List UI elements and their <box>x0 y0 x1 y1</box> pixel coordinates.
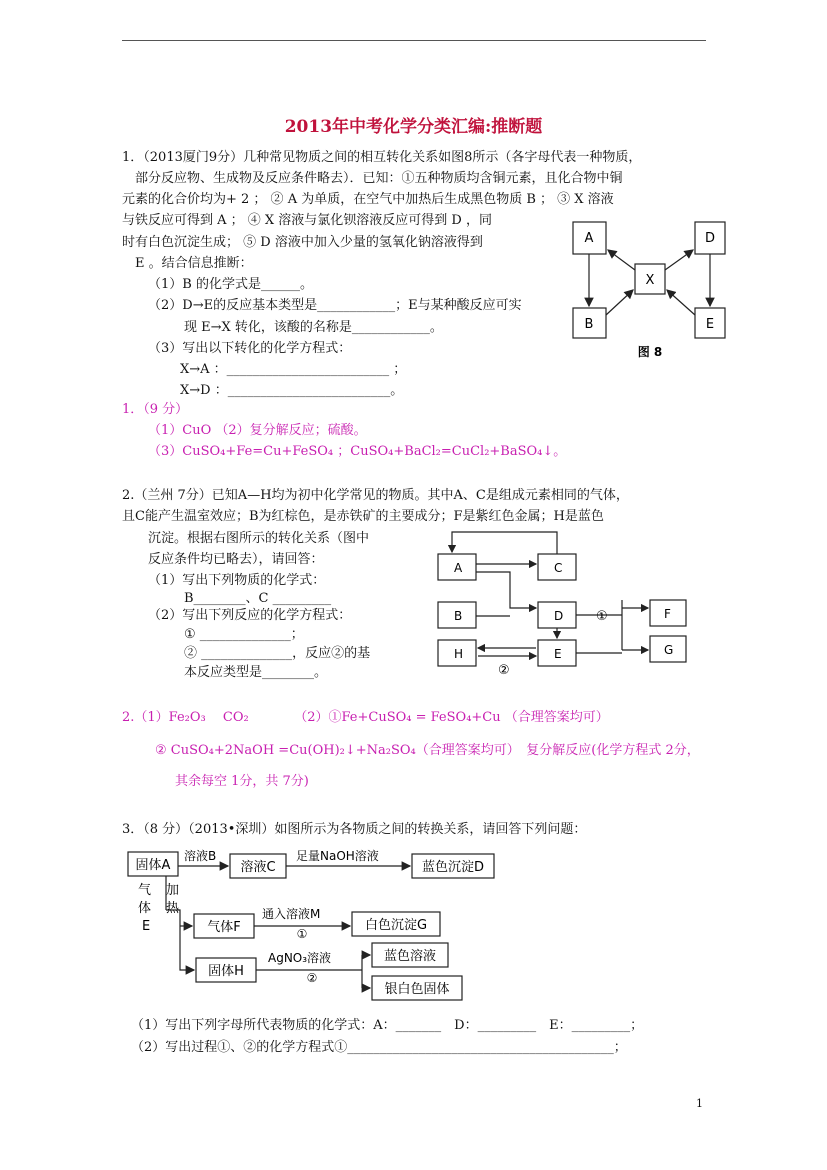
q3-edge-solution-m: 通入溶液M <box>262 907 321 921</box>
q2-label-h: H <box>454 647 464 661</box>
q3-edge-agno3: AgNO₃溶液 <box>268 951 332 965</box>
q1-answer: （1）CuO （2）复分解反应；硫酸。 <box>148 423 367 438</box>
q1-line: X→D ：_________________________。 <box>180 383 404 398</box>
q2-diagram <box>432 528 702 678</box>
q3-diagram <box>124 842 504 1004</box>
q3-line: 3．（8 分）（2013•深圳）如图所示为各物质之间的转换关系，请回答下列问题： <box>122 822 587 837</box>
q3-edge-gas-2: 体 <box>138 901 152 916</box>
q3-edge-2: ② <box>306 971 318 985</box>
q2-line: 本反应类型是________。 <box>184 665 328 680</box>
q2-arrow-a-d <box>476 572 536 608</box>
q2-line: 沉淀。根据右图所示的转化关系（图中 <box>148 531 370 546</box>
q1-diagram <box>568 220 728 365</box>
q1-answer: 1．（9 分） <box>122 402 189 417</box>
q2-label-f: F <box>664 607 671 621</box>
q2-line: B________、C _________ <box>184 591 332 606</box>
q1-label-b: B <box>584 317 594 332</box>
q1-line: 元素的化合价均为+ 2 ； ② A 为单质，在空气中加热后生成黑色物质 B ； ③ X 溶液 <box>122 192 614 207</box>
q1-answer: （3）CuSO₄+Fe=Cu+FeSO₄ ；CuSO₄+BaCl₂=CuCl₂+BaSO₄↓。 <box>148 444 567 459</box>
q2-arrow-c-a <box>452 532 557 554</box>
q2-label-c: C <box>554 561 563 575</box>
q3-question: （1）写出下列字母所代表物质的化学式：A：_______ D：_________ E：_________； <box>131 1018 644 1033</box>
q2-label-d: D <box>554 609 564 623</box>
q1-line: X→A ：_________________________ ； <box>180 362 407 377</box>
q3-edge-gas-1: 气 <box>138 883 152 898</box>
q3-edge-1: ① <box>296 927 308 941</box>
q3-edge-gas-e: E <box>142 919 151 934</box>
q3-label-silver-solid: 银白色固体 <box>384 982 450 997</box>
q3-edge-solution-b: 溶液B <box>184 849 217 863</box>
q1-line: 现 E→X 转化，该酸的名称是____________。 <box>184 320 443 335</box>
q2-answer: ② CuSO₄+2NaOH =Cu(OH)₂↓+Na₂SO₄（合理答案均可） 复分解反应(化学方程式 2分， <box>155 743 700 758</box>
q3-label-gas-f: 气体F <box>207 920 241 935</box>
q2-label-2: ② <box>498 663 510 678</box>
q3-label-solution-c: 溶液C <box>240 860 276 875</box>
q2-answer: 2.（1）Fe₂O₃ CO₂ （2）①Fe+CuSO₄ = FeSO₄+Cu （合理答案均可） <box>122 710 609 725</box>
q3-question: （2）写出过程①、②的化学方程式①_________________________________________； <box>131 1040 627 1055</box>
q3-label-blue-solution: 蓝色溶液 <box>383 949 437 964</box>
q3-edge-naoh: 足量NaOH溶液 <box>296 849 379 863</box>
q3-arrow-to-h <box>166 910 194 970</box>
q1-line: 部分反应物、生成物及反应条件略去）．已知：①五种物质均含铜元素，且化合物中铜 <box>135 171 623 186</box>
q1-line: （2）D→E的反应基本类型是____________；E与某种酸反应可实 <box>148 298 522 313</box>
q1-arrow-x-a <box>608 250 635 270</box>
q3-edge-heat-2: 热 <box>166 901 180 916</box>
q2-line: 且C能产生温室效应；B为红棕色，是赤铁矿的主要成分；F是紫红色金属；H是蓝色 <box>122 509 604 524</box>
q1-line: 与铁反应可得到 A ； ④ X 溶液与氯化钡溶液反应可得到 D ，同 <box>122 213 492 228</box>
header-rule <box>122 40 706 41</box>
q3-label-solid-a: 固体A <box>135 858 171 873</box>
q1-line: （3）写出以下转化的化学方程式： <box>148 341 352 356</box>
q2-line: （1）写出下列物质的化学式： <box>148 573 326 588</box>
q1-arrow-b-x <box>606 290 633 315</box>
q2-label-a: A <box>454 561 463 575</box>
q2-label-b: B <box>454 609 463 623</box>
q2-line: （2）写出下列反应的化学方程式： <box>148 608 352 623</box>
q2-label-e: E <box>554 647 562 661</box>
q1-label-e: E <box>705 317 715 332</box>
q2-line: ② ______________，反应②的基 <box>184 646 371 661</box>
q1-label-x: X <box>645 273 655 288</box>
q1-label-d: D <box>704 231 716 246</box>
q3-label-solid-h: 固体H <box>208 964 244 979</box>
q3-edge-heat-1: 加 <box>166 883 180 898</box>
q1-line: E 。结合信息推断： <box>135 256 253 271</box>
page-title: 2013年中考化学分类汇编:推断题 <box>284 117 543 137</box>
q3-label-white-precipitate-g: 白色沉淀G <box>364 918 428 933</box>
page-number: 1 <box>696 1097 703 1110</box>
q1-line: （1）B 的化学式是______。 <box>148 277 313 292</box>
q1-label-a: A <box>584 231 594 246</box>
q1-caption: 图 8 <box>637 345 663 359</box>
q1-arrow-x-d <box>665 250 693 270</box>
q1-line: 1．（2013厦门9分）几种常见物质之间的相互转化关系如图8所示（各字母代表一种物质， <box>122 150 642 165</box>
q3-label-blue-precipitate-d: 蓝色沉淀D <box>421 860 485 875</box>
q2-answer: 其余每空 1分，共 7分) <box>175 774 309 789</box>
q2-line: 2.（兰州 7分）已知A—H均为初中化学常见的物质。其中A、C是组成元素相同的气体， <box>122 488 629 503</box>
q2-line: ① ______________； <box>184 627 304 642</box>
q1-line: 时有白色沉淀生成； ⑤ D 溶液中加入少量的氢氧化钠溶液得到 <box>122 235 483 250</box>
q1-arrow-e-x <box>667 290 695 315</box>
q2-line: 反应条件均已略去），请回答： <box>148 552 324 567</box>
q2-label-1: ① <box>596 609 608 624</box>
q2-label-g: G <box>664 643 674 657</box>
